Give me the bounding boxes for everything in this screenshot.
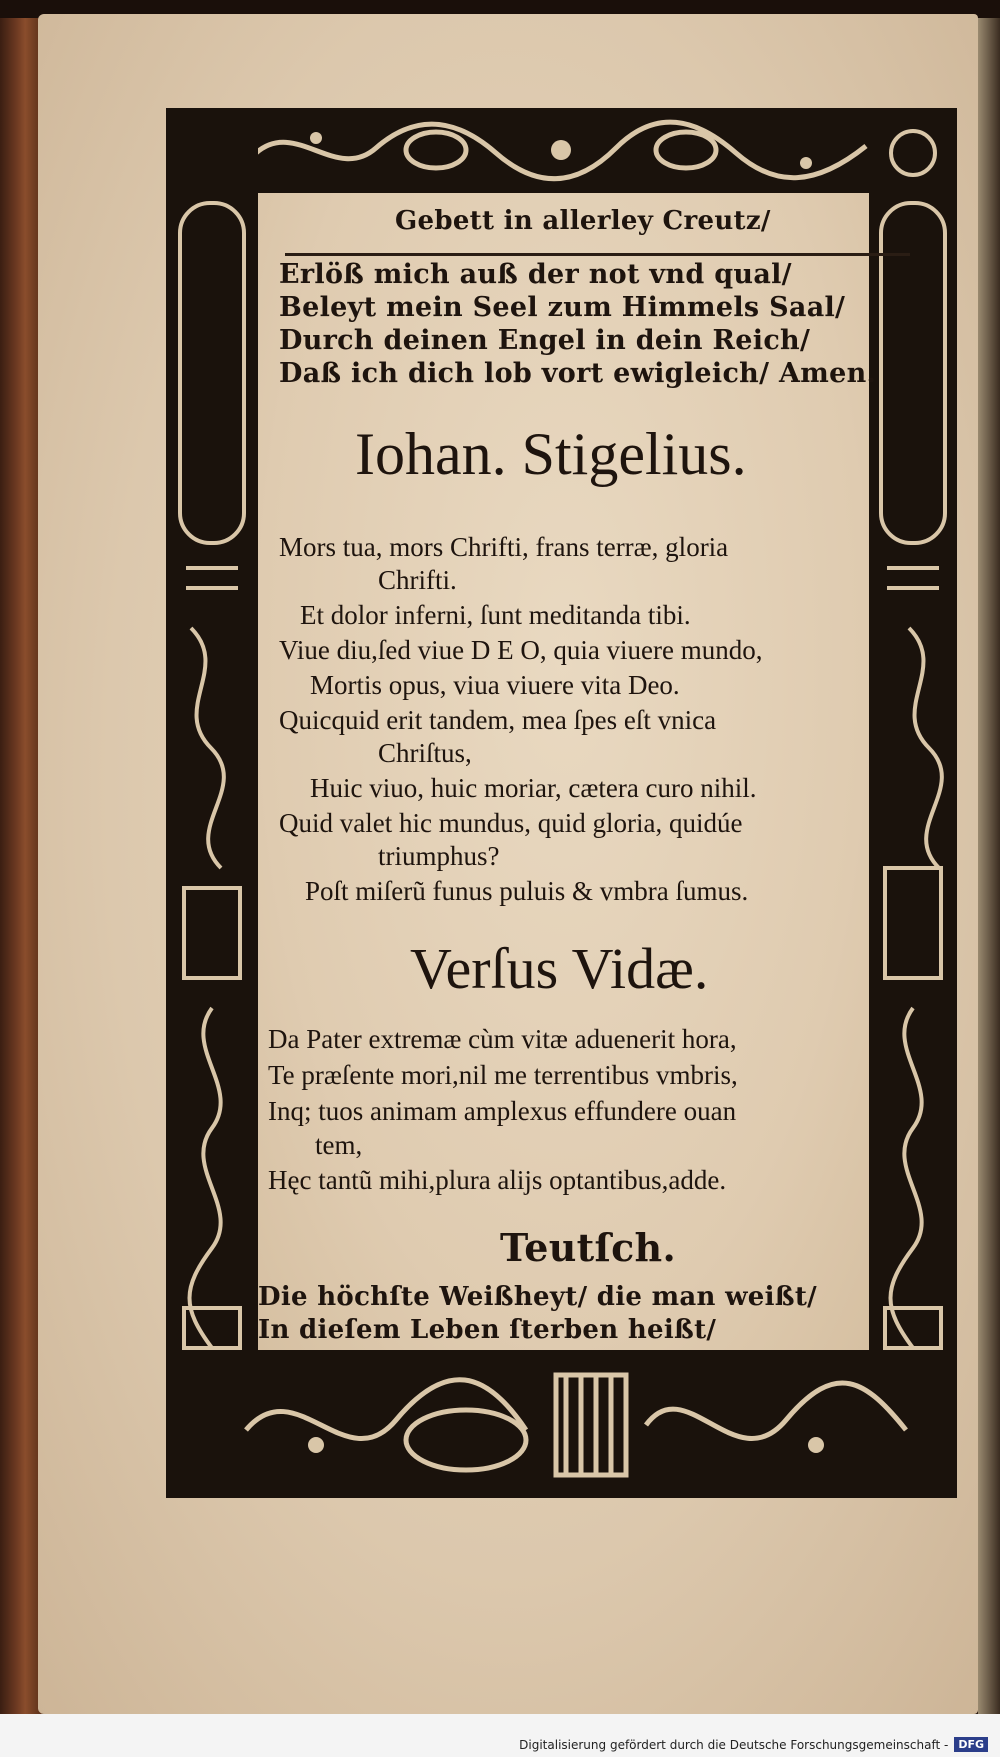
verse-line: Mortis opus, viua viuere vita Deo. xyxy=(310,670,680,700)
verse-line: Chrifti. xyxy=(378,565,457,595)
verse-line: Quicquid erit tandem, mea ſpes eſt vnica xyxy=(279,705,717,735)
prayer-line: Durch deinen Engel in dein Reich/ xyxy=(279,325,811,356)
digitization-credit xyxy=(519,1737,988,1752)
verse-line: Et dolor inferni, ſunt meditanda tibi. xyxy=(300,600,691,630)
section-heading-teutsch: Teutſch. xyxy=(500,1225,677,1270)
verse-line: In dieſem Leben ſterben heißt/ xyxy=(258,1315,717,1345)
verse-line: Da Pater extremæ cùm vitæ aduenerit hora, xyxy=(268,1024,737,1054)
verse-line: Inq; tuos animam amplexus effundere ouan xyxy=(268,1096,737,1126)
verse-line: Viue diu,ſed viue D E O, quia viuere mundo, xyxy=(279,635,763,665)
header-rule xyxy=(285,253,910,256)
border-bottom-ornament xyxy=(166,1350,957,1498)
verse-line: Quid valet hic mundus, quid gloria, quidúe xyxy=(279,808,743,838)
verse-line: Poſt miſerũ funus puluis & vmbra ſumus. xyxy=(305,876,749,906)
page-right-edge xyxy=(978,18,1000,1718)
verse-line: Mors tua, mors Chrifti, frans terræ, gloria xyxy=(279,532,729,562)
prayer-line: Erlöß mich auß der not vnd qual/ xyxy=(279,259,792,290)
running-title: Gebett in allerley Creutz/ xyxy=(395,206,771,236)
verse-line: Die höchſte Weißheyt/ die man weißt/ xyxy=(258,1282,817,1312)
dfg-logo: DFG xyxy=(954,1737,988,1752)
prayer-line: Daß ich dich lob vort ewigleich/ Amen. xyxy=(279,358,877,389)
book-spine xyxy=(0,18,42,1718)
border-left-pillar xyxy=(166,108,258,1498)
verse-line: Te præſente mori,nil me terrentibus vmbris, xyxy=(268,1060,738,1090)
verse-line: Hęc tantũ mihi,plura alijs optantibus,adde. xyxy=(268,1165,727,1195)
verse-line: tem, xyxy=(315,1130,363,1160)
section-heading-vida: Verſus Vidæ. xyxy=(410,936,709,1001)
border-right-pillar xyxy=(869,108,957,1498)
verse-line: Chriſtus, xyxy=(378,738,472,768)
section-heading-stigelius: Iohan. Stigelius. xyxy=(355,421,747,487)
verse-line: Huic viuo, huic moriar, cætera curo nihil. xyxy=(310,773,757,803)
verse-line: triumphus? xyxy=(378,841,500,871)
border-top-ornament xyxy=(166,108,957,193)
prayer-line: Beleyt mein Seel zum Himmels Saal/ xyxy=(279,292,846,323)
credit-text: Digitalisierung gefördert durch die Deutsche Forschungsgemeinschaft - xyxy=(519,1737,949,1752)
